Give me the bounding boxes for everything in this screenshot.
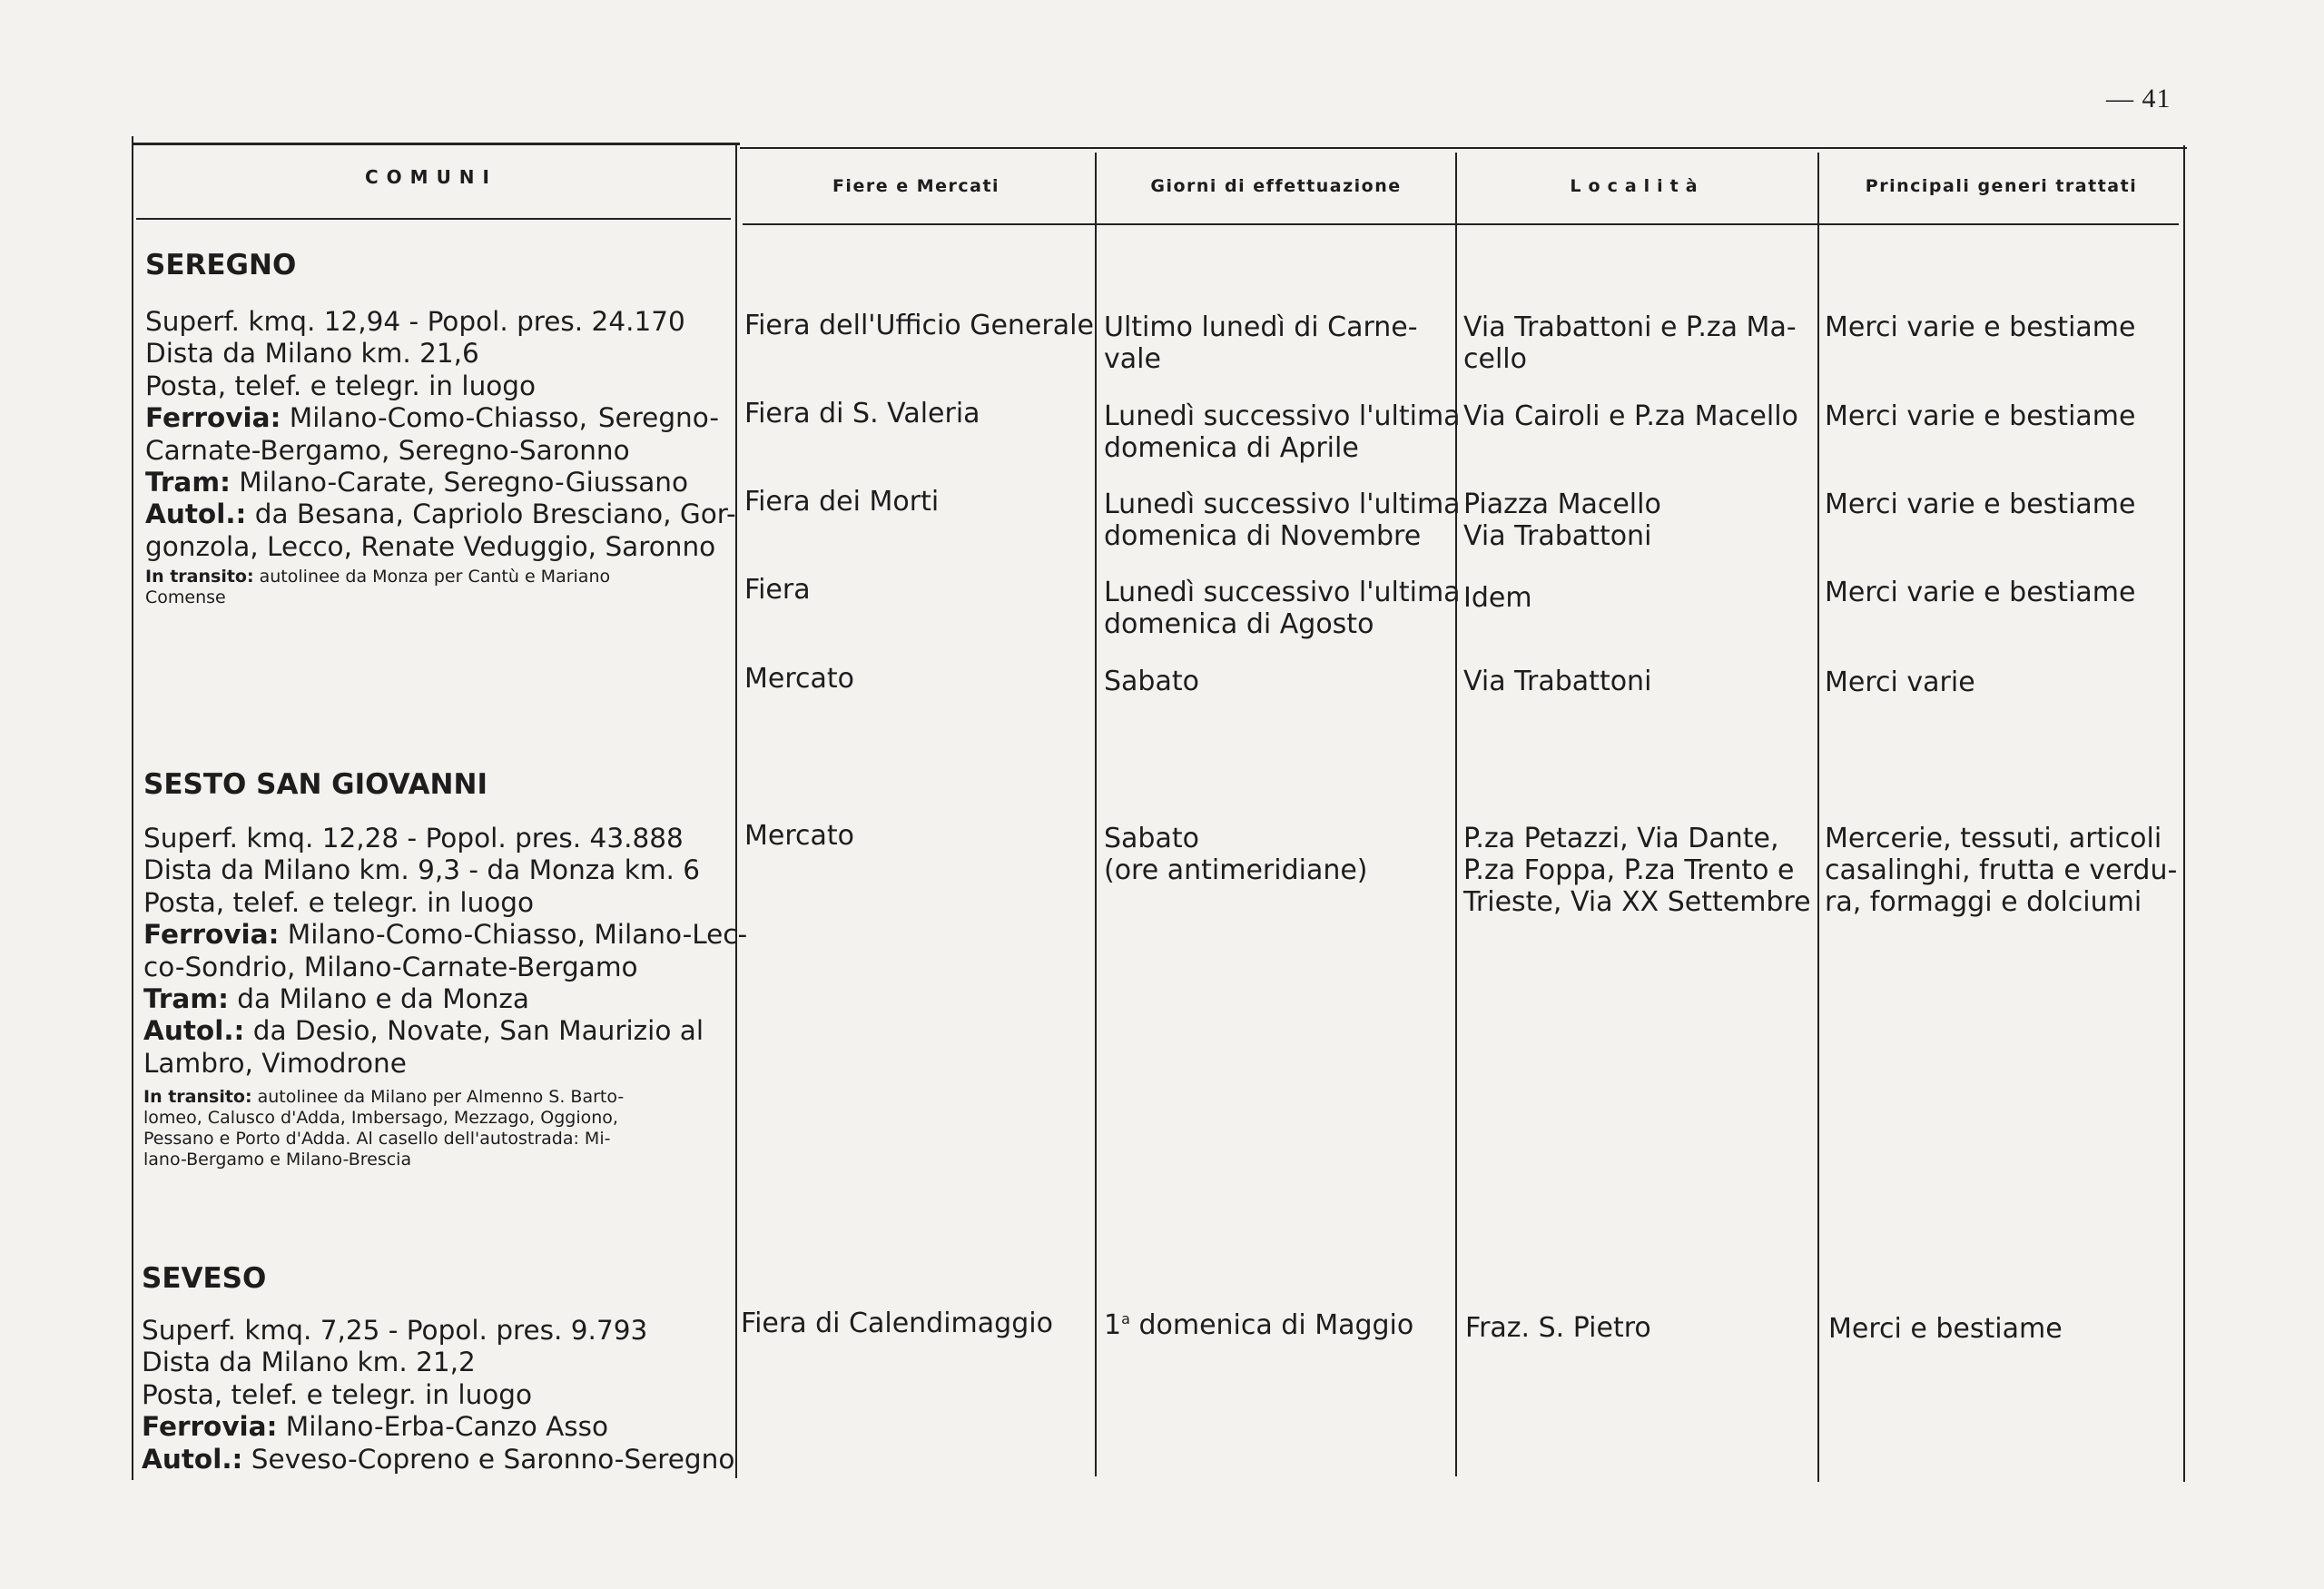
column-rule-1: [735, 145, 737, 1478]
giorni-line: domenica di Novembre: [1104, 520, 1422, 552]
generi-cell: Merci varie e bestiame: [1825, 577, 2136, 608]
generi-cell: Merci e bestiame: [1828, 1313, 2063, 1345]
comune-info-seregno: [145, 306, 736, 608]
info-transit: [143, 1087, 717, 1170]
info-ferrovia: [143, 919, 748, 951]
page-number: — 41: [2106, 84, 2171, 114]
comune-name-seveso: SEVESO: [142, 1262, 267, 1295]
localita-line: cello: [1463, 343, 1527, 375]
info-ferrovia: [145, 402, 719, 434]
giorni-line: domenica di Aprile: [1104, 432, 1359, 464]
info-autol: [143, 1015, 717, 1047]
header-localita: Località: [1570, 176, 1705, 196]
header-bottom-rule: [136, 218, 731, 220]
info-line: Carnate-Bergamo, Seregno-Saronno: [145, 434, 630, 466]
localita-line: Piazza Macello: [1463, 489, 1661, 520]
comune-info-seveso: [142, 1315, 735, 1476]
fiera-cell: Fiera di Calendimaggio: [741, 1308, 1053, 1339]
fiera-cell: Fiera di S. Valeria: [744, 398, 980, 429]
transit-value: Comense: [145, 587, 226, 608]
info-tram: [145, 467, 719, 498]
localita-cell: [1463, 489, 1661, 552]
info-line: Lambro, Vimodrone: [143, 1047, 407, 1079]
info-line: Dista da Milano km. 9,3 - da Monza km. 6: [143, 854, 701, 886]
column-rule-2: [1095, 153, 1097, 1476]
transit-label: In transito:: [145, 567, 254, 587]
giorni-line: Lunedì successivo l'ultima: [1104, 400, 1461, 432]
ferrovia-value: Milano-Como-Chiasso,: [289, 402, 587, 434]
generi-line: casalinghi, frutta e verdu-: [1825, 854, 2178, 886]
ferrovia-value: Milano-Como-Chiasso, Milano-Lec-: [287, 919, 748, 951]
giorni-line: vale: [1104, 343, 1161, 375]
tram-value: Milano-Carate, Seregno-Giussano: [239, 467, 689, 498]
generi-cell: Merci varie e bestiame: [1825, 400, 2136, 432]
giorni-line: Sabato: [1104, 823, 1199, 854]
tram-label: Tram:: [145, 467, 231, 498]
localita-line: P.za Foppa, P.za Trento e: [1463, 854, 1795, 886]
info-transit: [145, 567, 719, 608]
localita-cell: Idem: [1463, 582, 1532, 614]
fiera-cell: Fiera: [744, 574, 811, 606]
info-line: gonzola, Lecco, Renate Veduggio, Saronno: [145, 530, 716, 562]
localita-cell: [1463, 311, 1797, 375]
info-line: Superf. kmq. 12,94 - Popol. pres. 24.170: [145, 306, 685, 337]
autol-label: Autol.:: [143, 1015, 245, 1047]
giorni-cell: [1104, 577, 1461, 640]
localita-cell: Via Trabattoni: [1463, 666, 1652, 697]
generi-cell: [1825, 823, 2177, 918]
giorni-cell: [1104, 489, 1461, 552]
info-line: Posta, telef. e telegr. in luogo: [143, 886, 535, 918]
info-line: Dista da Milano km. 21,6: [145, 338, 479, 370]
giorni-line: domenica di Maggio: [1129, 1309, 1414, 1341]
transit-label: In transito:: [143, 1087, 252, 1108]
ferrovia-label: Ferrovia:: [145, 402, 281, 434]
giorni-cell: Sabato: [1104, 666, 1199, 697]
giorni-cell: [1104, 311, 1418, 375]
ferrovia-label: Ferrovia:: [142, 1411, 278, 1443]
generi-cell: Merci varie e bestiame: [1825, 489, 2136, 520]
giorni-ordinal: 1: [1104, 1309, 1122, 1341]
autol-label: Autol.:: [145, 498, 247, 530]
fiera-cell: Mercato: [744, 663, 855, 695]
autol-label: Autol.:: [142, 1443, 243, 1475]
fiera-cell: Fiera dei Morti: [744, 486, 940, 518]
header-comuni: COMUNI: [364, 166, 497, 188]
localita-line: Via Trabattoni: [1463, 520, 1652, 552]
fiera-cell: Fiera dell'Ufficio Generale: [744, 310, 1094, 341]
transit-value: lano-Bergamo e Milano-Brescia: [143, 1150, 412, 1170]
info-autol: [145, 498, 736, 530]
giorni-cell: [1104, 400, 1461, 464]
giorni-line: (ore antimeridiane): [1104, 854, 1368, 886]
comune-name-seregno: SEREGNO: [145, 249, 297, 281]
column-rule-left: [132, 136, 133, 1480]
ferrovia-value: Milano-Erba-Canzo Asso: [285, 1411, 609, 1443]
info-autol: [142, 1443, 735, 1476]
info-line: Dista da Milano km. 21,2: [142, 1347, 476, 1378]
localita-line: Via Trabattoni e P.za Ma-: [1463, 311, 1797, 343]
giorni-cell: [1104, 823, 1368, 886]
ferrovia-label: Ferrovia:: [143, 919, 280, 951]
giorni-cell: [1104, 1309, 1413, 1341]
giorni-line: Lunedì successivo l'ultima: [1104, 577, 1461, 608]
giorni-line: domenica di Agosto: [1104, 608, 1374, 640]
generi-line: Mercerie, tessuti, articoli: [1825, 823, 2162, 854]
column-rule-right: [2183, 145, 2185, 1482]
column-rule-4: [1817, 153, 1819, 1482]
transit-value: autolinee da Milano per Almenno S. Barto-: [257, 1087, 625, 1108]
info-ferrovia: [142, 1411, 715, 1443]
transit-value: autolinee da Monza per Cantù e Mariano: [259, 567, 611, 587]
generi-cell: Merci varie: [1825, 666, 1975, 698]
header-fiere: Fiere e Mercati: [832, 176, 1000, 196]
localita-cell: Via Cairoli e P.za Macello: [1463, 400, 1798, 432]
giorni-ordinal-suffix: a: [1121, 1310, 1130, 1327]
info-tram: [143, 983, 717, 1015]
localita-line: P.za Petazzi, Via Dante,: [1463, 823, 1779, 854]
localita-cell: [1463, 823, 1811, 918]
generi-cell: Merci varie e bestiame: [1825, 311, 2136, 343]
autol-value: da Desio, Novate, San Maurizio al: [252, 1015, 704, 1047]
info-line: Posta, telef. e telegr. in luogo: [142, 1378, 533, 1410]
comune-name-sesto: SESTO SAN GIOVANNI: [143, 768, 487, 801]
ferrovia-value: Seregno-: [597, 402, 719, 434]
header-giorni: Giorni di effettuazione: [1150, 176, 1402, 196]
localita-cell: Fraz. S. Pietro: [1465, 1312, 1651, 1344]
info-line: Superf. kmq. 7,25 - Popol. pres. 9.793: [142, 1315, 648, 1346]
localita-line: Trieste, Via XX Settembre: [1463, 886, 1811, 918]
info-line: co-Sondrio, Milano-Carnate-Bergamo: [143, 951, 638, 982]
info-line: Superf. kmq. 12,28 - Popol. pres. 43.888: [143, 823, 684, 854]
tram-value: da Milano e da Monza: [237, 983, 529, 1015]
giorni-line: Lunedì successivo l'ultima: [1104, 489, 1461, 520]
column-rule-3: [1455, 153, 1457, 1476]
autol-value: da Besana, Capriolo Bresciano, Gor-: [254, 498, 736, 530]
header-generi: Principali generi trattati: [1865, 176, 2138, 196]
comune-info-sesto: [143, 823, 748, 1170]
autol-value: Seveso-Copreno e Saronno-Seregno: [251, 1443, 735, 1475]
tram-label: Tram:: [143, 983, 229, 1015]
transit-value: lomeo, Calusco d'Adda, Imbersago, Mezzago, Oggiono,: [143, 1108, 618, 1129]
giorni-line: Ultimo lunedì di Carne-: [1104, 311, 1418, 343]
info-line: Posta, telef. e telegr. in luogo: [145, 370, 537, 401]
fiera-cell: Mercato: [744, 820, 855, 852]
generi-line: ra, formaggi e dolciumi: [1825, 886, 2142, 918]
transit-value: Pessano e Porto d'Adda. Al casello dell'autostrada: Mi-: [143, 1129, 611, 1150]
